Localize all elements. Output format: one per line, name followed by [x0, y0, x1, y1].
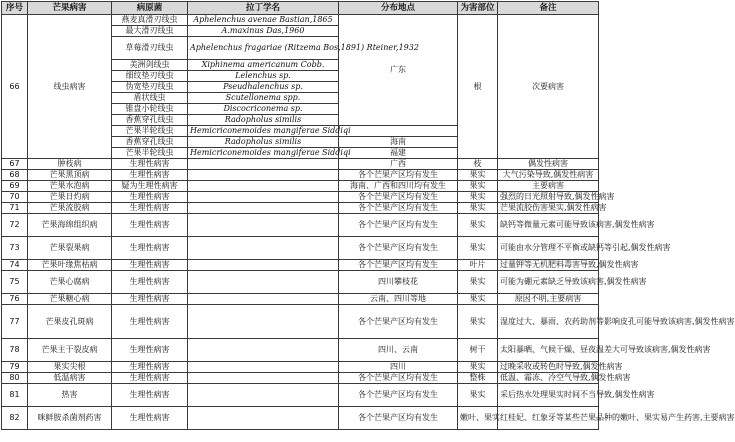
cell-part: 果实	[458, 271, 498, 294]
cell-location: 各个芒果产区均有发生	[339, 237, 458, 260]
table-row	[2, 407, 599, 430]
cell-note: 可能为硼元素缺乏导致该病害,偶发性病害	[498, 271, 599, 294]
cell-latin	[188, 407, 339, 430]
table-row	[2, 181, 599, 192]
header-row	[2, 2, 599, 15]
cell-disease: 芒果海绵组织病	[28, 214, 112, 237]
cell-location: 海南	[339, 137, 458, 148]
cell-pathogen: 美洲剑线虫	[112, 60, 188, 71]
cell-latin	[188, 362, 339, 373]
cell-disease: 芒果皮孔斑病	[28, 305, 112, 339]
cell-pathogen: 生理性病害	[112, 373, 188, 384]
cell-disease: 低温病害	[28, 373, 112, 384]
cell-location: 四川	[339, 362, 458, 373]
cell-part: 果实	[458, 294, 498, 305]
cell-pathogen: 生理性病害	[112, 271, 188, 294]
header-cell-part: 为害部位	[458, 2, 498, 15]
cell-latin: Hemicriconemoides mangiferae Siddiqi	[188, 148, 339, 159]
cell-latin: Xiphinema americanum Cobb.	[188, 60, 339, 71]
cell-no: 68	[2, 170, 28, 181]
header-cell-pathogen: 病原菌	[112, 2, 188, 15]
cell-pathogen: 锥盘小轮线虫	[112, 104, 188, 115]
cell-disease: 芒果日灼病	[28, 192, 112, 203]
cell-note: 次要病害	[498, 15, 599, 159]
cell-location: 福建	[339, 148, 458, 159]
cell-disease: 芒果叶缘焦枯病	[28, 260, 112, 271]
cell-pathogen: 生理性病害	[112, 294, 188, 305]
cell-pathogen: 生理性病害	[112, 214, 188, 237]
cell-part: 果实	[458, 305, 498, 339]
cell-pathogen: 生理性病害	[112, 260, 188, 271]
cell-pathogen: 疑为生理性病害	[112, 181, 188, 192]
cell-part: 整株	[458, 373, 498, 384]
cell-pathogen: 生理性病害	[112, 237, 188, 260]
cell-no: 70	[2, 192, 28, 203]
cell-latin: Lelenchus sp.	[188, 71, 339, 82]
cell-no: 66	[2, 15, 28, 159]
table-row	[2, 305, 599, 339]
cell-part: 果实	[458, 170, 498, 181]
table-row	[2, 237, 599, 260]
cell-latin	[188, 170, 339, 181]
cell-note: 主要病害	[498, 181, 599, 192]
cell-no: 76	[2, 294, 28, 305]
cell-location: 各个芒果产区均有发生	[339, 373, 458, 384]
cell-note: 过晚采收或转色时导致,偶发性病害	[498, 362, 599, 373]
cell-location: 各个芒果产区均有发生	[339, 305, 458, 339]
cell-latin: Discocriconema sp.	[188, 104, 339, 115]
cell-pathogen: 香蕉穿孔线虫	[112, 137, 188, 148]
cell-disease: 芒果裂果病	[28, 237, 112, 260]
cell-pathogen: 盾状线虫	[112, 93, 188, 104]
cell-latin	[188, 181, 339, 192]
cell-pathogen: 伪宽垫刃线虫	[112, 82, 188, 93]
cell-part: 果实	[458, 192, 498, 203]
cell-latin: Aphelenchus avenae Bastian,1865	[188, 15, 339, 26]
cell-no: 82	[2, 407, 28, 430]
table-row	[2, 362, 599, 373]
cell-latin	[188, 159, 339, 170]
cell-location: 各个芒果产区均有发生	[339, 170, 458, 181]
cell-part: 果实	[458, 384, 498, 407]
cell-latin: A.maxinus Das,1960	[188, 26, 339, 37]
cell-pathogen: 生理性病害	[112, 203, 188, 214]
cell-location: 四川攀枝花	[339, 271, 458, 294]
table-row	[2, 271, 599, 294]
cell-part: 嫩叶、果实	[458, 407, 498, 430]
cell-disease: 芒果流胶病	[28, 203, 112, 214]
cell-latin	[188, 294, 339, 305]
cell-location: 四川、云南	[339, 339, 458, 362]
cell-latin: Radopholus similis	[188, 115, 339, 126]
cell-disease: 果实尖根	[28, 362, 112, 373]
cell-latin: Aphelenchus fragariae (Ritzema Bos,1891) Rteiner,1932	[188, 37, 339, 60]
cell-part: 果实	[458, 362, 498, 373]
table-row	[2, 373, 599, 384]
cell-pathogen: 生理性病害	[112, 362, 188, 373]
cell-disease: 咪鲜胺杀菌剂药害	[28, 407, 112, 430]
cell-pathogen: 生理性病害	[112, 170, 188, 181]
cell-note: 大气污染导致,偶发性病害	[498, 170, 599, 181]
cell-note: 原因不明,主要病害	[498, 294, 599, 305]
cell-latin	[188, 237, 339, 260]
cell-location: 云南、四川等地	[339, 294, 458, 305]
cell-latin: Pseudhalenchus sp.	[188, 82, 339, 93]
cell-latin	[188, 260, 339, 271]
cell-note: 过量钾等无机肥料毒害导致,偶发性病害	[498, 260, 599, 271]
cell-note: 芒果流胶伤害果实,偶发性病害	[498, 203, 599, 214]
table-row	[2, 260, 599, 271]
cell-note: 红桂妃、红象牙等某些芒果品种的嫩叶、果实易产生药害,主要病害	[498, 407, 599, 430]
cell-no: 67	[2, 159, 28, 170]
cell-part: 果实	[458, 181, 498, 192]
cell-pathogen: 生理性病害	[112, 159, 188, 170]
cell-note: 偶发性病害	[498, 159, 599, 170]
cell-no: 71	[2, 203, 28, 214]
cell-pathogen: 芒果半轮线虫	[112, 126, 188, 137]
table-row	[2, 339, 599, 362]
cell-disease: 肿枝病	[28, 159, 112, 170]
cell-location: 各个芒果产区均有发生	[339, 214, 458, 237]
cell-latin	[188, 192, 339, 203]
cell-location: 各个芒果产区均有发生	[339, 260, 458, 271]
cell-no: 73	[2, 237, 28, 260]
cell-pathogen: 生理性病害	[112, 384, 188, 407]
cell-note: 可能由水分管理不平衡或缺钙等引起,偶发性病害	[498, 237, 599, 260]
cell-disease: 芒果水泡病	[28, 181, 112, 192]
cell-note: 强烈的日光照射导致,偶发性病害	[498, 192, 599, 203]
cell-no: 77	[2, 305, 28, 339]
cell-pathogen: 生理性病害	[112, 407, 188, 430]
cell-latin	[188, 384, 339, 407]
cell-note: 太阳暴晒、气候干燥、昼夜温差大可导致该病害,偶发性病害	[498, 339, 599, 362]
table-row	[2, 203, 599, 214]
cell-pathogen: 生理性病害	[112, 305, 188, 339]
cell-pathogen: 生理性病害	[112, 192, 188, 203]
cell-note: 低温、霜冻、冷空气导致,偶发性病害	[498, 373, 599, 384]
cell-latin	[188, 271, 339, 294]
header-cell-location: 分布地点	[339, 2, 458, 15]
cell-latin	[188, 214, 339, 237]
table-row	[2, 192, 599, 203]
cell-disease: 芒果心腐病	[28, 271, 112, 294]
cell-location: 广西	[339, 159, 458, 170]
table-row-66	[2, 15, 599, 26]
cell-no: 75	[2, 271, 28, 294]
cell-pathogen: 生理性病害	[112, 339, 188, 362]
cell-part: 树干	[458, 339, 498, 362]
cell-no: 81	[2, 384, 28, 407]
cell-location: 各个芒果产区均有发生	[339, 192, 458, 203]
header-cell-note: 备注	[498, 2, 599, 15]
cell-note: 缺钙等微量元素可能导致该病害,偶发性病害	[498, 214, 599, 237]
cell-no: 79	[2, 362, 28, 373]
cell-no: 80	[2, 373, 28, 384]
cell-pathogen: 最大滑刃线虫	[112, 26, 188, 37]
cell-part: 枝	[458, 159, 498, 170]
cell-latin	[188, 339, 339, 362]
cell-pathogen: 芒果半轮线虫	[112, 148, 188, 159]
header-cell-latin: 拉丁学名	[188, 2, 339, 15]
cell-latin	[188, 373, 339, 384]
cell-no: 78	[2, 339, 28, 362]
cell-latin: Scutellonema spp.	[188, 93, 339, 104]
header-cell-disease: 芒果病害	[28, 2, 112, 15]
cell-pathogen: 草莓滑刃线虫	[112, 37, 188, 60]
cell-latin: Hemicriconemoides mangiferae Siddiqi	[188, 126, 339, 137]
table-row	[2, 159, 599, 170]
cell-note: 湿度过大、暴雨、农药助剂等影响皮孔可能导致该病害,偶发性病害	[498, 305, 599, 339]
cell-latin	[188, 203, 339, 214]
table-row	[2, 384, 599, 407]
table-row	[2, 170, 599, 181]
cell-disease: 线虫病害	[28, 15, 112, 159]
cell-pathogen: 细纹垫刃线虫	[112, 71, 188, 82]
cell-disease: 芒果主干裂皮病	[28, 339, 112, 362]
cell-latin: Radopholus similis	[188, 137, 339, 148]
cell-pathogen: 香蕉穿孔线虫	[112, 115, 188, 126]
cell-no: 74	[2, 260, 28, 271]
disease-table	[1, 1, 735, 430]
table-row	[2, 214, 599, 237]
cell-no: 72	[2, 214, 28, 237]
table-row	[2, 294, 599, 305]
cell-part: 果实	[458, 237, 498, 260]
cell-location: 各个芒果产区均有发生	[339, 407, 458, 430]
cell-part: 果实	[458, 203, 498, 214]
cell-disease: 芒果黑顶病	[28, 170, 112, 181]
header-cell-no: 序号	[2, 2, 28, 15]
cell-part: 果实	[458, 214, 498, 237]
cell-note: 采后热水处理果实时间不当导致,偶发性病害	[498, 384, 599, 407]
cell-part: 根	[458, 15, 498, 159]
cell-no: 69	[2, 181, 28, 192]
cell-location: 海南、广西和四川均有发生	[339, 181, 458, 192]
cell-disease: 芒果糖心病	[28, 294, 112, 305]
cell-location: 各个芒果产区均有发生	[339, 384, 458, 407]
cell-part: 叶片	[458, 260, 498, 271]
cell-pathogen: 燕麦真滑刃线虫	[112, 15, 188, 26]
cell-disease: 热害	[28, 384, 112, 407]
cell-location: 各个芒果产区均有发生	[339, 203, 458, 214]
cell-location: 广东	[339, 15, 458, 126]
cell-latin	[188, 305, 339, 339]
